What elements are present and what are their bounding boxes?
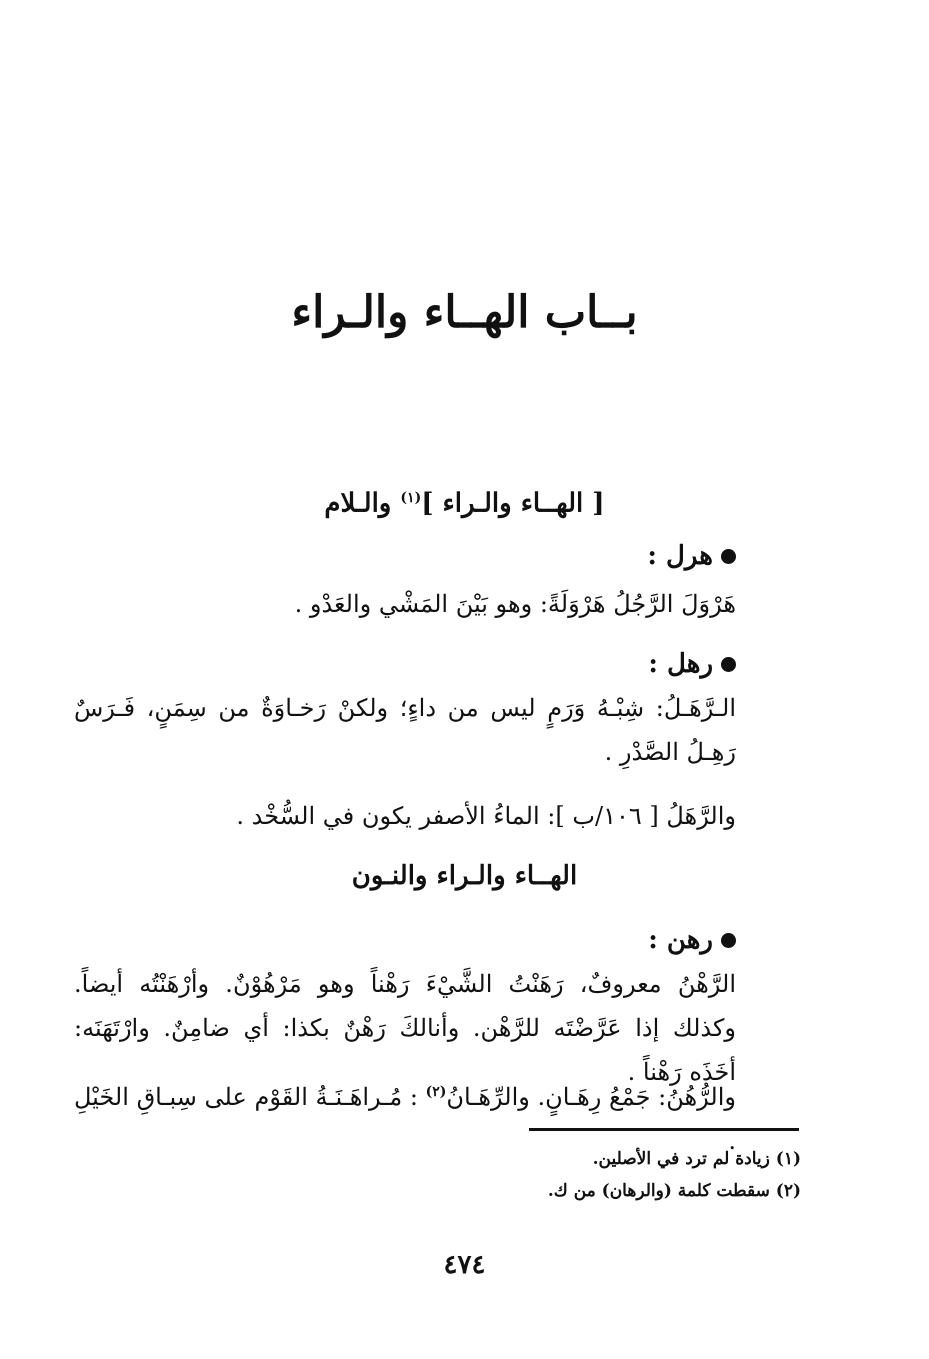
entry-head-harl [647,536,736,576]
section-title-main: [ الهــاء والـراء ] [421,488,605,519]
section-title-ha-ra-lam [150,478,779,524]
entry-head-label: رهل : [648,649,713,679]
entry-head-rahl [648,644,736,684]
footnote-ref-2: (٢) [425,1084,447,1100]
bullet-icon [721,933,736,948]
entry-head-label: رهن : [648,925,713,955]
section-title-suffix: والـلام [324,488,401,519]
bullet-icon [721,657,736,672]
bullet-icon [721,549,736,564]
footnote-ref-1: (١) [400,490,422,506]
rahn-text-part2: : مُـراهَـنَـةُ القَوْم على سِبـاقِ الخَيْلِ . [74,1083,736,1155]
entry-text-rahl-2: والرَّهَلُ [ ١٠٦/ب ]: الماءُ الأصفر يكون في السُّخْد . [236,802,736,830]
footnote-1: (١) زيادة لم ترد في الأصلين. [592,1149,801,1169]
section-title-ha-ra-nun: الهــاء والـراء والنـون [351,861,578,891]
footnote-2: (٢) سقطت كلمة (والرهان) من ك. [547,1181,801,1201]
entry-text-harl: هَرْوَلَ الرَّجُلُ هَرْوَلَةً: وهو بَيْنَ المَشْي والعَدْو . [294,590,736,618]
page-number: ٤٧٤ [443,1250,486,1280]
entry-head-label: هرل : [647,541,713,571]
rahn-text-part1: والرُّهُنُ: جَمْعُ رِهَـانٍ. والرِّهَـانُ [446,1083,736,1111]
footnote-divider [529,1128,799,1131]
entry-text-rahn: الرَّهْنُ معروفٌ، رَهَنْتُ الشَّيْءَ رَهْناً وهو مَرْهُوْنٌ. وأرْهَنْتُه أيضاً. وكذلك إذا عَرَّضْتَه للرَّهْن. وأنالكَ رَهْنٌ بكذا: أي ضامِنٌ. وارْتَهَنَه: أخَذَه رَهْناً . [74,970,736,1086]
entry-text-rahl: الـرَّهَـلُ: شِبْـهُ وَرَمٍ ليس من داءٍ؛ ولكنْ رَخـاوَةٌ من سِمَنٍ، فَـرَسٌ رَهِـلُ الصَّدْرِ . [74,694,736,766]
entry-head-rahn [648,920,736,960]
chapter-title: بــاب الهــاء والـراء [291,287,638,338]
